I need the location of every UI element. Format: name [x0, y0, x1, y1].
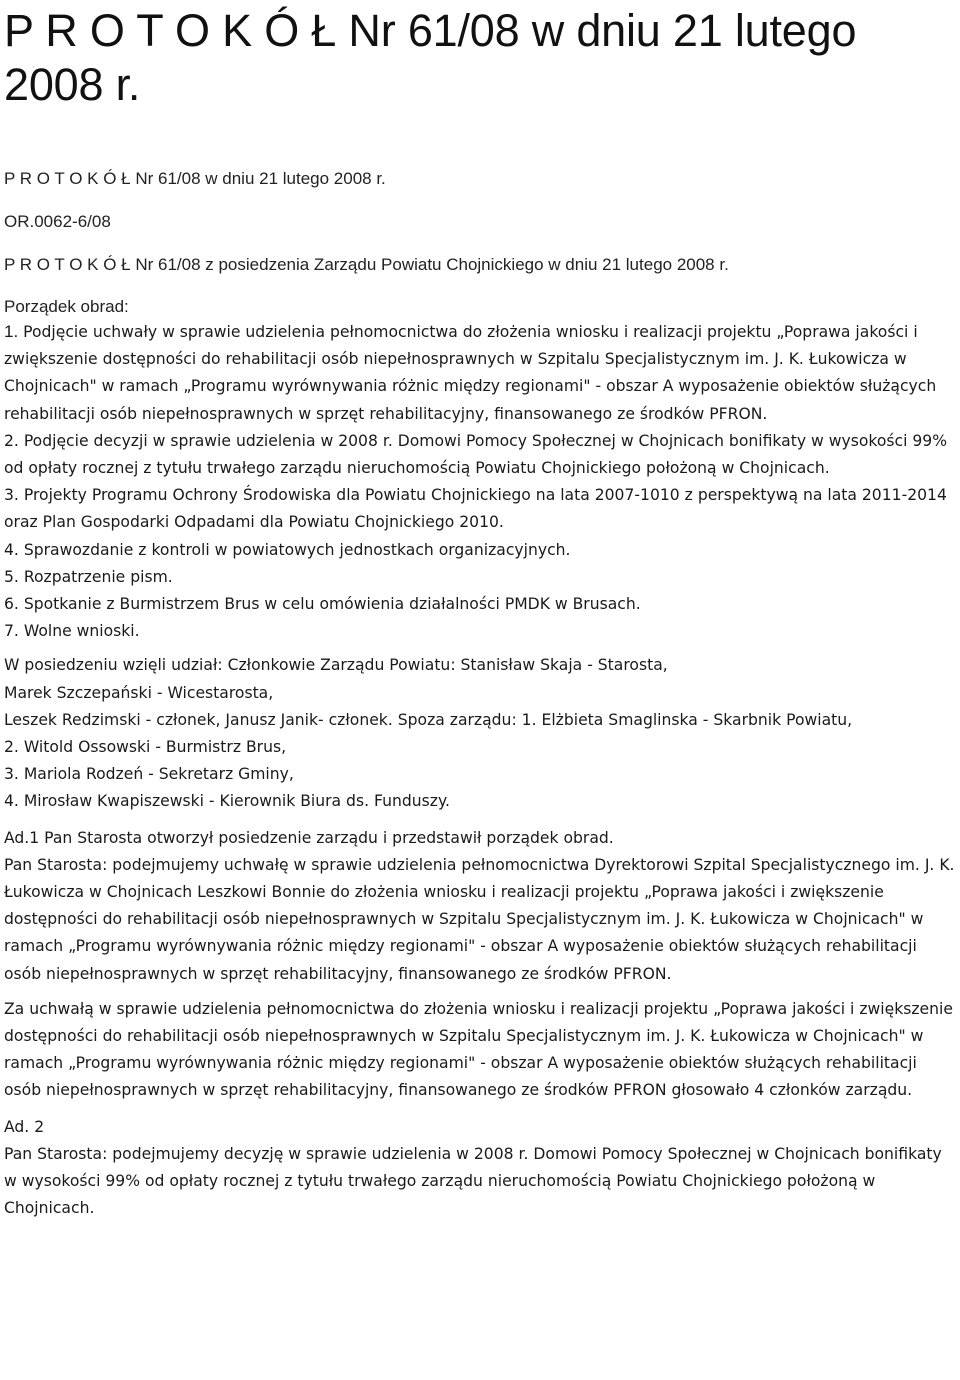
- ad1-vote: Za uchwałą w sprawie udzielenia pełnomocnictwa do złożenia wniosku i realizacji projektu „Poprawa jakości i zwiększenie dostępności do rehabilitacji osób niepełnosprawnych w Szpitalu Specjalistycznym im. J. K. Łukowicza w Chojnicach" w ramach „Programu wyrównywania różnic między regionami" - obszar A wyposażenie obiektów służących rehabilitacji osób niepełnosprawnych w sprzęt rehabilitacyjny, finansowanego ze środków PFRON głosowało 4 członków zarządu.: [4, 999, 953, 1100]
- ad2-heading: Ad. 2: [4, 1117, 45, 1136]
- agenda-list: [4, 318, 956, 645]
- agenda-item: 7. Wolne wnioski.: [4, 622, 140, 641]
- document-subtitle: P R O T O K Ó Ł Nr 61/08 w dniu 21 lutego 2008 r.: [4, 169, 386, 188]
- agenda-heading: Porządek obrad:: [4, 297, 129, 316]
- ad1-opening: Ad.1 Pan Starosta otworzył posiedzenie zarządu i przedstawił porządek obrad.: [4, 828, 614, 847]
- attendance-line: 4. Mirosław Kwapiszewski - Kierownik Biura ds. Funduszy.: [4, 792, 450, 811]
- ad1-statement: Pan Starosta: podejmujemy uchwałę w sprawie udzielenia pełnomocnictwa Dyrektorowi Szpital Specjalistycznego im. J. K. Łukowicza w Chojnicach Leszkowi Bonnie do złożenia wniosku i realizacji projektu „Poprawa jakości i zwiększenie dostępności do rehabilitacji osób niepełnosprawnych w Szpitalu Specjalistycznym im. J. K. Łukowicza w Chojnicach" w ramach „Programu wyrównywania różnic między regionami" - obszar A wyposażenie obiektów służących rehabilitacji osób niepełnosprawnych w sprzęt rehabilitacyjny, finansowanego ze środków PFRON.: [4, 855, 955, 983]
- agenda-item: 2. Podjęcie decyzji w sprawie udzielenia w 2008 r. Domowi Pomocy Społecznej w Chojnicach bonifikaty w wysokości 99% od opłaty rocznej z tytułu trwałego zarządu nieruchomością Powiatu Chojnickiego położoną w Chojnicach.: [4, 431, 948, 478]
- agenda-item-number: 1.: [4, 322, 19, 341]
- agenda-item: 4. Sprawozdanie z kontroli w powiatowych jednostkach organizacyjnych.: [4, 540, 571, 559]
- agenda-item-text: Podjęcie uchwały w sprawie udzielenia pełnomocnictwa do złożenia wniosku i realizacji projektu „Poprawa jakości i zwiększenie dostępności do rehabilitacji osób niepełnosprawnych w Szpitalu Specjalistycznym im. J. K. Łukowicza w Chojnicach" w ramach „Programu wyrównywania różnic między regionami" - obszar A wyposażenie obiektów służących rehabilitacji osób niepełnosprawnych w sprzęt rehabilitacyjny, finansowanego ze środków PFRON.: [4, 323, 937, 423]
- agenda-item: [4, 318, 956, 428]
- agenda-item: 5. Rozpatrzenie pism.: [4, 567, 173, 586]
- document-full-title: P R O T O K Ó Ł Nr 61/08 z posiedzenia Zarządu Powiatu Chojnickiego w dniu 21 lutego 2008 r.: [4, 255, 729, 274]
- document-reference: OR.0062-6/08: [4, 212, 111, 231]
- ad1-section: [4, 825, 956, 1105]
- document-title: P R O T O K Ó Ł Nr 61/08 w dniu 21 lutego 2008 r.: [4, 5, 857, 110]
- attendance-line: 2. Witold Ossowski - Burmistrz Brus,: [4, 738, 287, 757]
- agenda-item: 6. Spotkanie z Burmistrzem Brus w celu omówienia działalności PMDK w Brusach.: [4, 595, 641, 614]
- attendance-line: Leszek Redzimski - członek, Janusz Janik- członek. Spoza zarządu: 1. Elżbieta Smaglinska - Skarbnik Powiatu,: [4, 710, 853, 729]
- attendance-line: 3. Mariola Rodzeń - Sekretarz Gminy,: [4, 765, 294, 784]
- attendance-line: W posiedzeniu wzięli udział: Członkowie Zarządu Powiatu: Stanisław Skaja - Starosta,: [4, 656, 668, 675]
- attendance-line: Marek Szczepański - Wicestarosta,: [4, 683, 274, 702]
- attendance-section: [4, 652, 956, 815]
- ad2-section: [4, 1114, 956, 1223]
- ad2-text: Pan Starosta: podejmujemy decyzję w sprawie udzielenia w 2008 r. Domowi Pomocy Społecznej w Chojnicach bonifikaty w wysokości 99% od opłaty rocznej z tytułu trwałego zarządu nieruchomością Powiatu Chojnickiego położoną w Chojnicach.: [4, 1144, 942, 1218]
- agenda-item: 3. Projekty Programu Ochrony Środowiska dla Powiatu Chojnickiego na lata 2007-1010 z perspektywą na lata 2011-2014 oraz Plan Gospodarki Odpadami dla Powiatu Chojnickiego 2010.: [4, 486, 947, 532]
